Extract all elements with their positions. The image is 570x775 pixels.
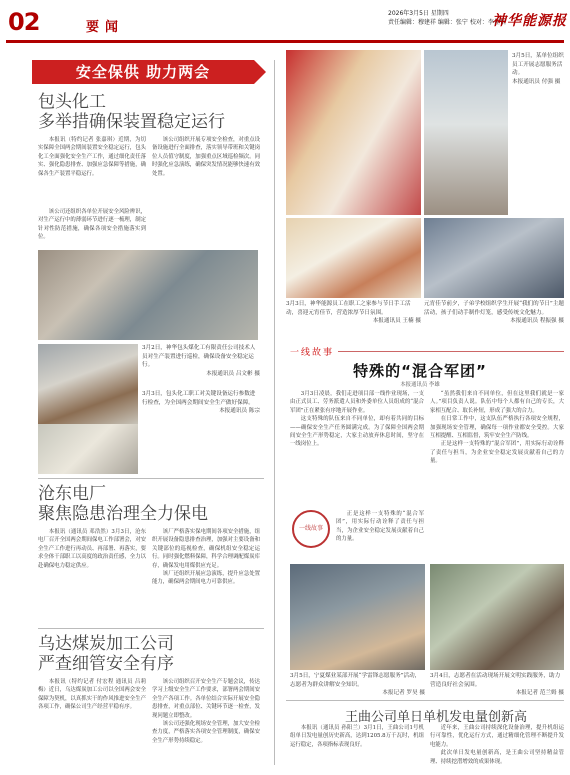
table-caption [430,672,564,698]
feature-body-col2 [430,390,564,505]
wang-body-p1: 本报讯（通讯员 孙阳兰）3月1日，王曲公司1号机组单日发电量创历史新高，达到1205.8万千瓦时，机组运行稳定，各项指标表现良好。 [290,725,424,748]
dongdian-body-col2 [152,528,260,624]
wang-body-col2 [430,724,564,770]
dongdian-body-col1 [38,528,146,624]
baotou-caption-1-text: 3月2日，神华包头煤化工有限责任公司技术人员对生产装置进行巡检，确保设备安全稳定运行。 [142,345,256,369]
feature-body-col1b [336,510,424,560]
column-divider [274,60,275,765]
dongdian-body-p1: 本报讯（通讯员 邓浩然）3月3日，沧东电厂召开全国两会期间保电工作部署会，对安全生产工作进行再动员、再部署、再落实，要求全体干部职工以高度的政治责任感，全力以赴确保电力稳定供应。 [38,529,146,569]
wang-body-p2: 近年来，王曲公司持续深化设备治理，提升机组运行可靠性，优化运行方式，通过精细化管理不断提升发电能力。 [430,725,564,748]
feature-body-p5: 正是这样一支特殊的“混合军团”，用实际行动诠释了责任与担当，为企业安全稳定发展贡献着自己的力量。 [430,441,564,465]
page-number: 02 [8,8,40,36]
right-top-caption-text: 3月5日，某单位组织员工开展志愿服务活动。 [512,53,564,77]
right-top-credit: 本报通讯员 付强 摄 [512,78,561,85]
baotou-credit-2: 本报通讯员 陈宗 [219,408,260,415]
table-credit: 本报记者 范兰姆 摄 [515,690,564,697]
festive-caption [286,300,421,326]
baotou-caption-2 [142,390,260,416]
festive-caption-text: 3月3日，神华能源员工在职工之家参与节日手工活动，喜迎元宵佳节，营造浓厚节日氛围。 [286,301,411,316]
dongdian-body-p2: 该厂严格落实保电期间各项安全措施，组织开展设备隐患排查治理，加强对主要设备和关键部位的巡视检查，确保机组安全稳定运行。同时强化燃料保障，科学合理调配煤炭库存，确保发电用煤供应充足。 [152,529,260,569]
baotou-body-col1 [38,136,146,206]
baotou-body-p2: 该公司组织开展专项安全检查，对重点设备设施进行全面排查，落实领导带班和关键岗位人员值守制度，加强重点区域巡检频次。同时强化应急演练，确保突发情况能够快速有效处置。 [152,137,260,177]
festive-credit: 本报通讯员 王楠 摄 [372,318,421,325]
divider-wuda [38,628,264,629]
wang-title: 王曲公司单日单机发电量创新高 [345,710,528,725]
feature-section-label: 一线故事 [290,348,335,358]
baotou-caption-2-text: 3月3日，包头化工职工对关键设备运行参数进行检查，为全国两会期间安全生产做好保障。 [142,391,256,406]
newspaper-brand: 神华能源报 [492,13,567,29]
masthead-info [388,9,506,27]
wang-body-col1 [290,724,424,770]
divider-wang [286,700,564,701]
baotou-body-p3: 该公司还组织各单位开展安全风险辨识，对生产运行中的薄弱环节进行逐一梳理，制定针对性防范措施，确保各项安全措施落实到位。 [38,209,146,241]
wang-body-p3: 此次单日发电量创新高，是王曲公司坚持精益管理、持续挖潜增效的成果体现。 [430,750,564,765]
wuda-title-1: 乌达煤炭加工公司 [38,634,174,654]
feature-body-p2: 这支特殊的队伍来自不同单位，却有着共同的目标——确保安全生产任务圆满完成。为了保障全国两会期间安全生产形势稳定，大家主动放弃休息时间，坚守在一线岗位上。 [290,416,424,448]
kids-caption [424,300,564,326]
wuda-body-p3: 该公司还强化现场安全管理，加大安全检查力度，严格落实各项安全管理制度，确保安全生产形势持续稳定。 [152,721,260,744]
wuda-title-2: 严查细管安全有序 [38,654,174,674]
child-caption-text: 3月5日，宁夏煤业某部开展“学雷锋志愿服务”活动，志愿者为群众讲解安全知识。 [290,673,421,688]
wuda-body-col2 [152,678,260,768]
section-banner: 安全保供 助力两会 [32,60,254,84]
masthead [0,0,570,46]
kids-photo-2 [424,218,564,298]
wuda-body-p2: 该公司组织召开安全生产专题会议，传达学习上级安全生产工作要求，部署两会期间安全生产各项工作。各单位结合实际开展安全隐患排查，对重点部位、关键环节逐一检查，发现问题立即整改。 [152,679,260,719]
baotou-body-col2 [152,136,260,206]
baotou-photo-3 [38,424,138,474]
feature-body-p5b: 正是这样一支特殊的“混合军团”，用实际行动诠释了责任与担当，为企业安全稳定发展贡献着自己的力量。 [336,511,424,543]
table-caption-text: 3月4日，志愿者在活动现场开展文明实践服务，助力营造良好社会氛围。 [430,673,561,688]
dongdian-title-1: 沧东电厂 [38,484,106,504]
child-caption [290,672,425,698]
baotou-caption-1 [142,344,260,378]
dongdian-body-p3: 该厂还组织开展应急演练，提升应急处置能力，确保两会期间电力可靠供应。 [152,571,260,586]
divider-dongdian [38,478,264,479]
dongdian-title-2: 聚焦隐患治理全力保电 [38,504,208,524]
feature-label-rule [338,351,564,352]
section-name: 要闻 [86,20,125,35]
feature-body-p3: “虽然我们来自不同单位，但在这里我们就是一家人。”项目负责人说。队伍中每个人都有自己的专长，大家相互配合、取长补短，形成了强大的合力。 [430,391,564,414]
baotou-photo-2 [38,344,138,424]
kids-photo [286,218,421,298]
date-line: 2026年3月5日 星期四 [388,10,449,17]
baotou-body-col3 [38,208,146,248]
feature-body-col1 [290,390,424,505]
street-photo [424,50,508,215]
child-credit: 本报记者 罗昊 摄 [382,690,425,697]
right-top-caption [512,52,564,86]
baotou-body-p1: 本报讯（特约记者 张嘉琪）近期，为切实保障全国两会期间装置安全稳定运行，包头化工全面强化安全生产工作，通过细化责任落实、强化隐患排查、加强应急保障等措施，确保各生产装置平稳运行。 [38,137,146,177]
baotou-photo-1 [38,250,258,340]
feature-byline: 本报通讯员 李雄 [400,382,440,388]
wuda-body-col1 [38,678,146,768]
team-photo [430,564,564,670]
editors-line: 责任编辑：穆建祥 编辑：张宁 校对：李佳怡 [388,19,506,26]
masthead-rule [6,40,564,43]
banner-arrow-icon [254,60,266,84]
feature-body-p4: 在日常工作中，这支队伍严格执行各项安全规程，加强现场安全管理，确保每一项作业都安全受控。大家互相提醒、互相监督，筑牢安全生产防线。 [430,416,564,440]
feature-title: 特殊的“混合军团” [353,362,487,380]
baotou-title-1: 包头化工 [38,92,106,112]
baotou-title-2: 多举措确保装置稳定运行 [38,112,225,132]
baotou-credit-1: 本报通讯员 吕文彬 摄 [206,370,260,377]
child-photo [290,564,425,670]
festive-photo [286,50,421,215]
feature-body-p1: 3月3日凌晨，我们走进项目部一线作业现场，一支由正式员工、劳务派遣人员和外委单位人员组成的“混合军团”正在紧张有序地开展作业。 [290,391,424,414]
wuda-body-p1: 本报讯（特约记者 付宏程 通讯员 吕莉梅）近日，乌达煤炭加工公司以全国两会安全保障为契机，以真抓实干的作风推进安全生产各项工作，确保公司生产经营平稳有序。 [38,679,146,711]
kids-caption-text: 元宵佳节前夕，子弟学校组织学生开展“我们的节日”主题活动，孩子们动手制作灯笼，感受传统文化魅力。 [424,301,564,316]
feature-stamp: 一线故事 [292,510,330,548]
kids-credit: 本报通讯员 程振强 摄 [510,318,564,325]
